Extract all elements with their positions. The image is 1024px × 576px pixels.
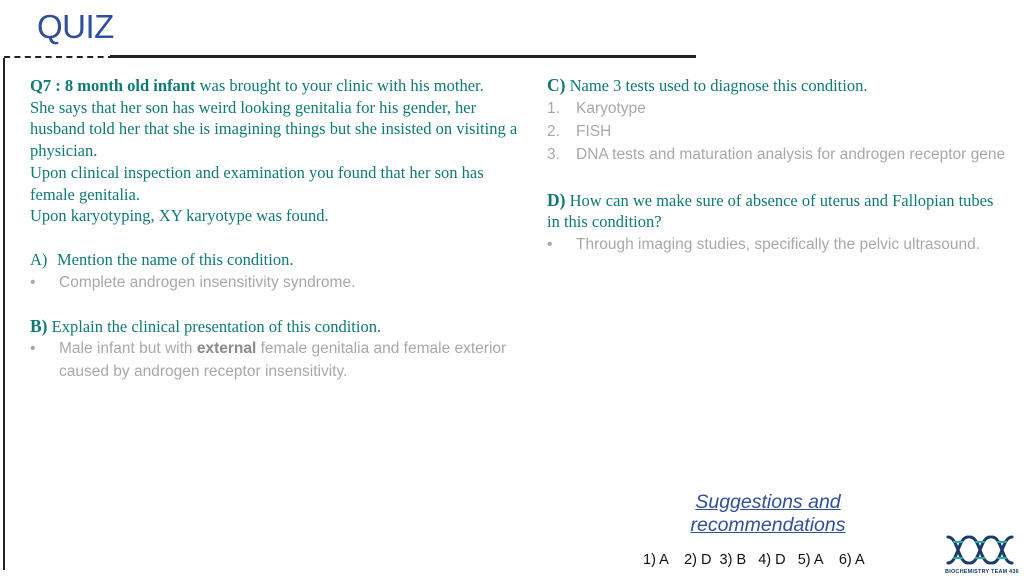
question-c-marker: C) [547, 75, 566, 95]
case-line: Upon karyotyping, XY karyotype was found. [30, 206, 329, 226]
dna-logo-icon [944, 533, 1020, 567]
right-column [547, 75, 1007, 256]
bullet-icon: • [547, 236, 553, 254]
question-a [30, 249, 530, 271]
question-a-marker: A) [30, 249, 48, 269]
answer-a [30, 271, 530, 294]
case-line: Upon clinical inspection and examination you found that her son has female genitalia. [30, 162, 484, 204]
left-column [30, 75, 530, 383]
case-description [30, 75, 530, 227]
answer-b-post: female genitalia and female exterior caused by androgen receptor insensitivity. [59, 340, 507, 381]
answer-d-list [547, 233, 1007, 256]
question-b-marker: B) [30, 315, 48, 336]
logo-text: BIOCHEMISTRY TEAM 436 [945, 569, 1019, 575]
title-underline [110, 55, 696, 58]
answer-b-bold: external [196, 340, 257, 358]
answer-c-text: DNA tests and maturation analysis for androgen receptor gene [576, 145, 1006, 163]
page-title: QUIZ [37, 8, 114, 45]
list-item [547, 143, 1007, 166]
answer-d [547, 233, 1007, 256]
list-item [547, 97, 1007, 120]
question-d-text: How can we make sure of absence of uterus and Fallopian tubes in this condition? [547, 190, 994, 232]
list-number: 1. [547, 99, 560, 117]
bullet-icon: • [30, 273, 36, 291]
answer-d-text: Through imaging studies, specifically the pelvic ultrasound. [576, 236, 981, 254]
answer-key: 1) A 2) D 3) B 4) D 5) A 6) A [643, 552, 865, 568]
list-item [547, 120, 1007, 143]
answer-c-text: FISH [576, 122, 612, 140]
question-b-text: Explain the clinical presentation of this condition. [47, 316, 382, 336]
bullet-icon: • [30, 340, 36, 358]
case-line: She says that her son has weird looking genitalia for his gender, her husband told her that she is imagining things but she insisted on visiting a physician. [30, 97, 518, 161]
answer-c-text: Karyotype [576, 99, 646, 117]
team-logo [944, 533, 1020, 575]
question-a-text: Mention the name of this condition. [57, 249, 294, 269]
answer-a-text: Complete androgen insensitivity syndrome. [59, 273, 356, 291]
case-label: Q7 : 8 month old infant [30, 76, 196, 95]
left-border-dashed [3, 60, 5, 136]
answer-b-pre: Male infant but with [59, 340, 197, 358]
question-b [30, 316, 530, 338]
list-number: 3. [547, 145, 560, 163]
question-c-text: Name 3 tests used to diagnose this condition. [565, 76, 868, 95]
answer-c-list [547, 97, 1007, 166]
answer-b-list [30, 337, 530, 383]
case-text-first: was brought to your clinic with his mother. [195, 76, 484, 95]
title-underline-dashed [4, 56, 114, 58]
question-c [547, 75, 1007, 97]
question-d [547, 190, 1007, 233]
answer-b [30, 337, 530, 383]
suggestions-link[interactable]: Suggestions and recommendations [690, 491, 846, 536]
list-number: 2. [547, 122, 560, 140]
question-d-marker: D) [547, 189, 566, 210]
answer-a-list [30, 271, 530, 294]
